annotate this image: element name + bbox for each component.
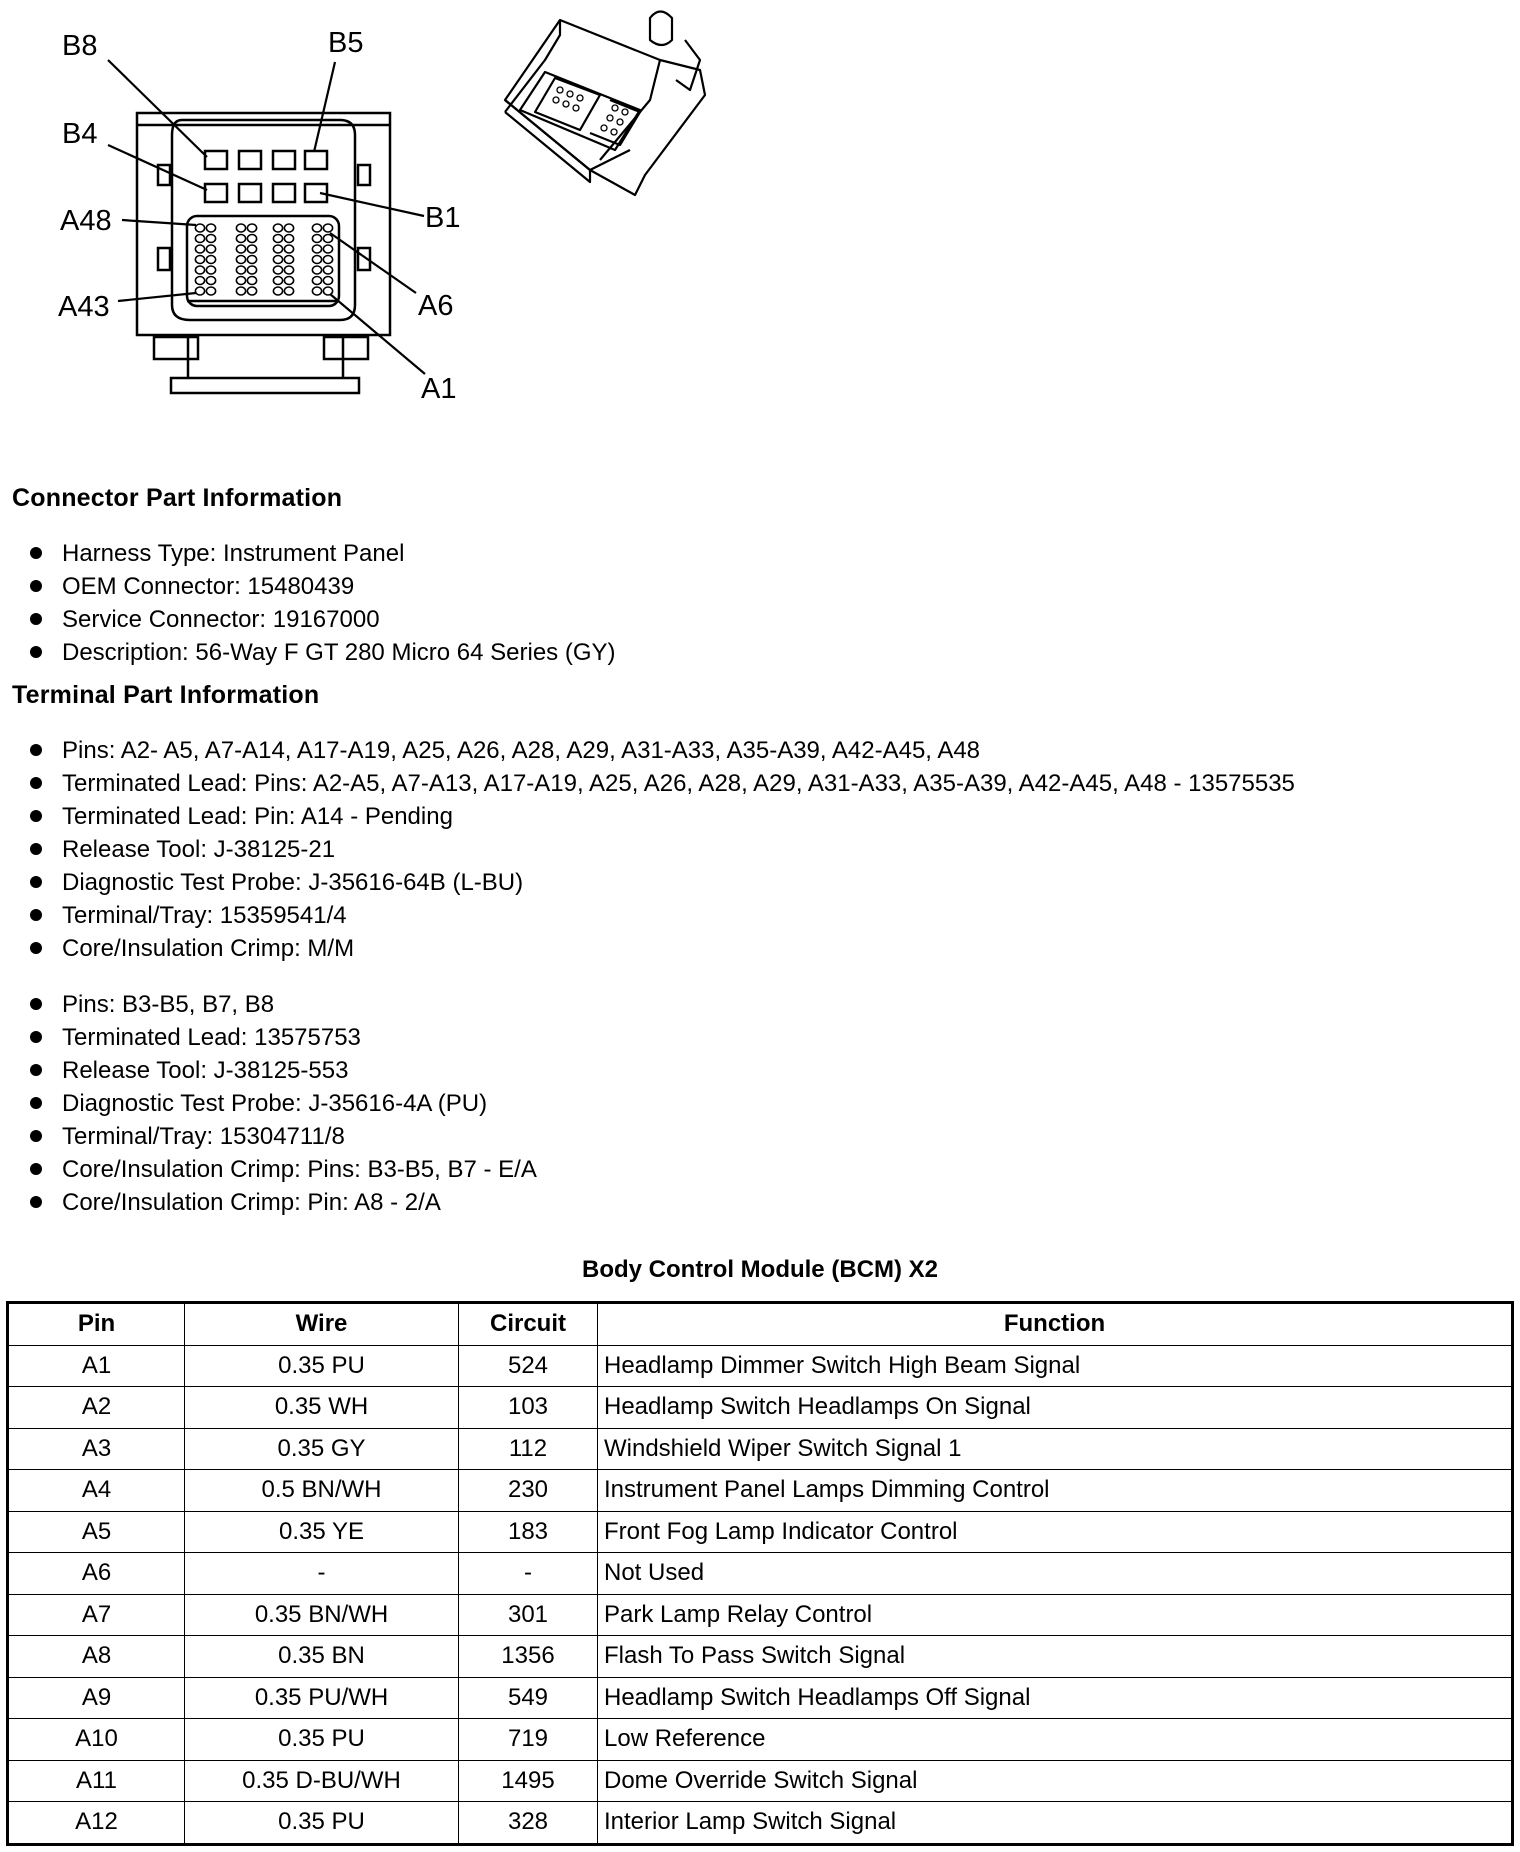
pin-cavity — [284, 277, 293, 285]
cell-function: Headlamp Dimmer Switch High Beam Signal — [598, 1345, 1513, 1387]
pin-cavity — [247, 287, 256, 295]
bullet-icon — [30, 1031, 42, 1043]
pin-cavity — [312, 235, 321, 243]
callout-a43: A43 — [58, 291, 110, 323]
table-row — [8, 1428, 1513, 1470]
list-item: Release Tool: J-38125-553 — [30, 1054, 537, 1087]
pin-cavity — [206, 235, 215, 243]
bullet-icon — [30, 998, 42, 1010]
bullet-icon — [30, 876, 42, 888]
cell-pin: A11 — [8, 1760, 185, 1802]
table-row — [8, 1802, 1513, 1845]
bullet-icon — [30, 843, 42, 855]
pin-cavity — [312, 266, 321, 274]
pin-cavity — [195, 224, 204, 232]
list-item: Pins: A2- A5, A7-A14, A17-A19, A25, A26, A28, A29, A31-A33, A35-A39, A42-A45, A48 — [30, 734, 1295, 767]
pin-cavity — [195, 287, 204, 295]
connector-info-heading: Connector Part Information — [12, 484, 343, 512]
cell-function: Windshield Wiper Switch Signal 1 — [598, 1428, 1513, 1470]
callout-b4: B4 — [62, 118, 98, 150]
cell-function: Front Fog Lamp Indicator Control — [598, 1511, 1513, 1553]
cell-function: Headlamp Switch Headlamps Off Signal — [598, 1677, 1513, 1719]
cell-pin: A4 — [8, 1470, 185, 1512]
pin-cavity — [206, 266, 215, 274]
cell-wire: 0.35 PU — [185, 1345, 459, 1387]
connector-info-list — [30, 537, 616, 669]
bullet-icon — [30, 1196, 42, 1208]
bullet-icon — [30, 744, 42, 756]
pin-cavity — [284, 235, 293, 243]
cell-pin: A2 — [8, 1387, 185, 1429]
pin-cavity — [236, 245, 245, 253]
list-item: Diagnostic Test Probe: J-35616-4A (PU) — [30, 1087, 537, 1120]
bullet-icon — [30, 646, 42, 658]
table-row — [8, 1636, 1513, 1678]
cell-circuit: 183 — [459, 1511, 598, 1553]
cell-circuit: 524 — [459, 1345, 598, 1387]
table-row — [8, 1387, 1513, 1429]
pin-cavity — [195, 277, 204, 285]
cell-circuit: 1495 — [459, 1760, 598, 1802]
pin-cavity — [284, 287, 293, 295]
pin-cavity — [247, 245, 256, 253]
callout-b1: B1 — [425, 202, 461, 234]
list-item: Harness Type: Instrument Panel — [30, 537, 616, 570]
cell-circuit: 719 — [459, 1719, 598, 1761]
table-body — [8, 1345, 1513, 1844]
cell-wire: 0.35 BN/WH — [185, 1594, 459, 1636]
table-row — [8, 1470, 1513, 1512]
list-item: Description: 56-Way F GT 280 Micro 64 Series (GY) — [30, 636, 616, 669]
callout-a1: A1 — [421, 373, 457, 405]
cell-circuit: 112 — [459, 1428, 598, 1470]
table-row — [8, 1553, 1513, 1595]
pin-cavity — [323, 266, 332, 274]
list-item: Core/Insulation Crimp: Pins: B3-B5, B7 - E/A — [30, 1153, 537, 1186]
connector-diagram — [0, 0, 760, 420]
callout-b8: B8 — [62, 30, 98, 62]
table-row — [8, 1345, 1513, 1387]
cell-pin: A8 — [8, 1636, 185, 1678]
pin-cavity — [273, 224, 282, 232]
pin-cavity — [312, 245, 321, 253]
cell-circuit: - — [459, 1553, 598, 1595]
bullet-icon — [30, 1064, 42, 1076]
pin-cavity — [284, 266, 293, 274]
pin-cavity — [284, 224, 293, 232]
table-row — [8, 1760, 1513, 1802]
cell-pin: A6 — [8, 1553, 185, 1595]
connector-isometric-view — [505, 12, 705, 196]
list-item: Terminal/Tray: 15359541/4 — [30, 899, 1295, 932]
pin-cavity — [206, 256, 215, 264]
table-row — [8, 1677, 1513, 1719]
pin-cavity — [236, 235, 245, 243]
pin-cavity — [247, 277, 256, 285]
table-row — [8, 1511, 1513, 1553]
bullet-icon — [30, 942, 42, 954]
pin-cavity — [236, 224, 245, 232]
pin-cavity — [195, 256, 204, 264]
table-row — [8, 1719, 1513, 1761]
pin-cavity — [323, 256, 332, 264]
cell-function: Park Lamp Relay Control — [598, 1594, 1513, 1636]
pin-cavity — [195, 266, 204, 274]
cell-function: Flash To Pass Switch Signal — [598, 1636, 1513, 1678]
pin-cavity — [273, 235, 282, 243]
cell-wire: 0.35 YE — [185, 1511, 459, 1553]
terminal-info-heading: Terminal Part Information — [12, 681, 320, 709]
cell-wire: 0.35 GY — [185, 1428, 459, 1470]
bullet-icon — [30, 777, 42, 789]
cell-pin: A12 — [8, 1802, 185, 1845]
pin-cavity — [284, 256, 293, 264]
list-item: Terminated Lead: Pins: A2-A5, A7-A13, A17-A19, A25, A26, A28, A29, A31-A33, A35-A39, A42-A45, A48 - 13575535 — [30, 767, 1295, 800]
pinout-table — [6, 1301, 1514, 1846]
cell-pin: A7 — [8, 1594, 185, 1636]
terminal-info-list-a-pins — [30, 734, 1295, 965]
cell-wire: 0.35 WH — [185, 1387, 459, 1429]
table-title: Body Control Module (BCM) X2 — [582, 1256, 938, 1283]
list-item: Terminated Lead: 13575753 — [30, 1021, 537, 1054]
list-item: Terminated Lead: Pin: A14 - Pending — [30, 800, 1295, 833]
bullet-icon — [30, 1097, 42, 1109]
cell-function: Dome Override Switch Signal — [598, 1760, 1513, 1802]
cell-function: Interior Lamp Switch Signal — [598, 1802, 1513, 1845]
pin-cavity — [323, 245, 332, 253]
pin-cavity — [247, 224, 256, 232]
bullet-icon — [30, 1130, 42, 1142]
cell-function: Not Used — [598, 1553, 1513, 1595]
pin-cavity — [323, 235, 332, 243]
pin-cavity — [273, 287, 282, 295]
cell-wire: 0.35 PU — [185, 1802, 459, 1845]
cell-function: Low Reference — [598, 1719, 1513, 1761]
pin-cavity — [323, 277, 332, 285]
cell-wire: 0.35 BN — [185, 1636, 459, 1678]
pin-cavity — [206, 287, 215, 295]
connector-face-view — [137, 113, 390, 393]
cell-pin: A9 — [8, 1677, 185, 1719]
pin-cavity — [273, 266, 282, 274]
pin-cavity — [236, 287, 245, 295]
cell-wire: 0.35 PU/WH — [185, 1677, 459, 1719]
cell-circuit: 1356 — [459, 1636, 598, 1678]
cell-function: Headlamp Switch Headlamps On Signal — [598, 1387, 1513, 1429]
pin-cavity — [312, 224, 321, 232]
bullet-icon — [30, 580, 42, 592]
pin-cavity — [236, 266, 245, 274]
cell-wire: 0.5 BN/WH — [185, 1470, 459, 1512]
a-pin-cavity-grid — [195, 224, 332, 295]
cell-wire: 0.35 PU — [185, 1719, 459, 1761]
pin-cavity — [273, 245, 282, 253]
cell-circuit: 328 — [459, 1802, 598, 1845]
table-header-row — [8, 1303, 1513, 1346]
list-item: Pins: B3-B5, B7, B8 — [30, 988, 537, 1021]
cell-circuit: 103 — [459, 1387, 598, 1429]
cell-circuit: 301 — [459, 1594, 598, 1636]
pin-cavity — [236, 277, 245, 285]
pin-cavity — [206, 277, 215, 285]
callout-a6: A6 — [418, 290, 454, 322]
cell-pin: A3 — [8, 1428, 185, 1470]
table-row — [8, 1594, 1513, 1636]
bullet-icon — [30, 810, 42, 822]
pin-cavity — [236, 256, 245, 264]
pin-cavity — [284, 245, 293, 253]
column-header-circuit: Circuit — [459, 1303, 598, 1346]
cell-wire: 0.35 D-BU/WH — [185, 1760, 459, 1802]
list-item: Core/Insulation Crimp: Pin: A8 - 2/A — [30, 1186, 537, 1219]
pin-cavity — [312, 277, 321, 285]
cell-pin: A1 — [8, 1345, 185, 1387]
pin-cavity — [206, 245, 215, 253]
cell-pin: A5 — [8, 1511, 185, 1553]
callout-b5: B5 — [328, 27, 364, 59]
pin-cavity — [247, 266, 256, 274]
pin-cavity — [312, 287, 321, 295]
pin-cavity — [195, 235, 204, 243]
list-item: Service Connector: 19167000 — [30, 603, 616, 636]
column-header-function: Function — [598, 1303, 1513, 1346]
pin-cavity — [195, 245, 204, 253]
list-item: Core/Insulation Crimp: M/M — [30, 932, 1295, 965]
list-item: Release Tool: J-38125-21 — [30, 833, 1295, 866]
cell-circuit: 549 — [459, 1677, 598, 1719]
cell-pin: A10 — [8, 1719, 185, 1761]
list-item: OEM Connector: 15480439 — [30, 570, 616, 603]
bullet-icon — [30, 909, 42, 921]
pin-cavity — [312, 256, 321, 264]
terminal-info-list-b-pins — [30, 988, 537, 1219]
callout-a48: A48 — [60, 205, 112, 237]
cell-function: Instrument Panel Lamps Dimming Control — [598, 1470, 1513, 1512]
pin-cavity — [323, 224, 332, 232]
column-header-pin: Pin — [8, 1303, 185, 1346]
pin-cavity — [206, 224, 215, 232]
list-item: Diagnostic Test Probe: J-35616-64B (L-BU) — [30, 866, 1295, 899]
bullet-icon — [30, 613, 42, 625]
bullet-icon — [30, 1163, 42, 1175]
pin-cavity — [247, 235, 256, 243]
cell-circuit: 230 — [459, 1470, 598, 1512]
pin-cavity — [273, 256, 282, 264]
list-item: Terminal/Tray: 15304711/8 — [30, 1120, 537, 1153]
pin-cavity — [247, 256, 256, 264]
column-header-wire: Wire — [185, 1303, 459, 1346]
pin-cavity — [273, 277, 282, 285]
bullet-icon — [30, 547, 42, 559]
cell-wire: - — [185, 1553, 459, 1595]
